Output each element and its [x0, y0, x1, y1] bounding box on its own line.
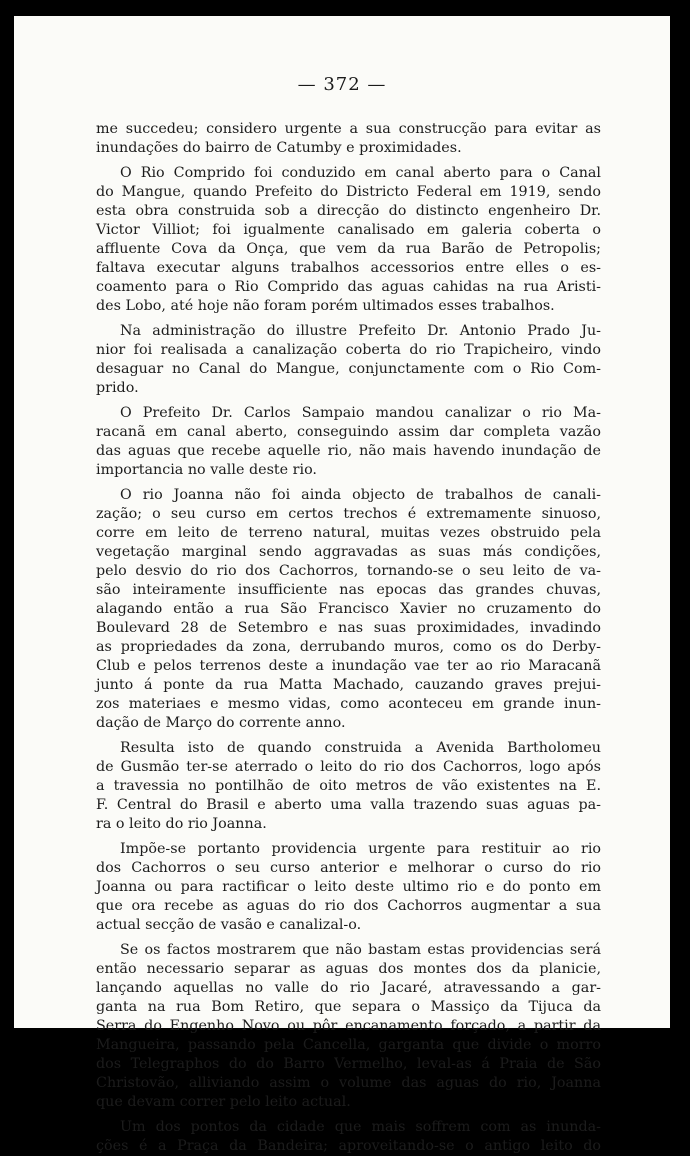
text-line: que devam correr pelo leito actual.	[96, 1094, 351, 1110]
text-line: esta obra construida sob a direcção do distincto engenheiro Dr.	[96, 203, 601, 219]
paragraph	[96, 739, 601, 834]
text-line: coamento para o Rio Comprido das aguas cahidas na rua Aristi-	[96, 279, 601, 295]
text-line: prido.	[96, 380, 139, 396]
text-line: as propriedades da zona, derrubando muros, como os do Derby-	[96, 639, 601, 655]
text-line: ganta na rua Bom Retiro, que separa o Massiço da Tijuca da	[96, 999, 601, 1015]
text-line: importancia no valle deste rio.	[96, 462, 317, 478]
text-line: são inteiramente insufficiente nas epocas das grandes chuvas,	[96, 582, 601, 598]
paragraph	[96, 164, 601, 316]
text-line: Mangueira, passando pela Cancella, garganta que divide o morro	[96, 1037, 601, 1053]
text-line: dos Cachorros o seu curso anterior e melhorar o curso do rio	[96, 860, 601, 876]
text-line: Se os factos mostrarem que não bastam estas providencias será	[120, 942, 601, 958]
text-line: Christovão, alliviando assim o volume das aguas do rio, Joanna	[96, 1075, 601, 1091]
text-line: zação; o seu curso em certos trechos é extremamente sinuoso,	[96, 506, 601, 522]
text-line: actual secção de vasão e canalizal-o.	[96, 917, 362, 933]
text-line: corre em leito de terreno natural, muitas vezes obstruido pela	[96, 525, 601, 541]
text-line: Victor Villiot; foi igualmente canalisado em galeria coberta o	[96, 222, 601, 238]
text-line: pelo desvio do rio dos Cachorros, tornando-se o seu leito de va-	[96, 563, 601, 579]
text-line: de Gusmão ter-se aterrado o leito do rio dos Cachorros, logo após	[96, 759, 601, 775]
text-line: Na administração do illustre Prefeito Dr. Antonio Prado Ju-	[120, 323, 601, 339]
text-line: zos materiaes e mesmo vidas, como aconteceu em grande inun-	[96, 696, 601, 712]
document-page	[14, 16, 670, 1154]
text-line: me succedeu; considero urgente a sua construcção para evitar as	[96, 121, 601, 137]
paragraph	[96, 322, 601, 398]
text-line: vegetação marginal sendo aggravadas as suas más condições,	[96, 544, 601, 560]
text-line: lançando aquellas no valle do rio Jacaré, atravessando a gar-	[96, 980, 601, 996]
text-line: inundações do bairro de Catumby e proximidades.	[96, 140, 462, 156]
text-line: a travessia no pontilhão de oito metros de vão existentes na E.	[96, 778, 601, 794]
paragraph	[96, 486, 601, 733]
text-line: O rio Joanna não foi ainda objecto de trabalhos de canali-	[120, 487, 601, 503]
text-line: racanã em canal aberto, conseguindo assim dar completa vazão	[96, 424, 601, 440]
text-line: affluente Cova da Onça, que vem da rua Barão de Petropolis;	[96, 241, 601, 257]
text-line: ções é a Praça da Bandeira; aproveitando-se o antigo leito do	[96, 1138, 601, 1154]
text-line: des Lobo, até hoje não foram porém ultimados esses trabalhos.	[96, 298, 555, 314]
text-line: Joanna ou para ractificar o leito deste ultimo rio e do ponto em	[96, 879, 601, 895]
text-line: O Rio Comprido foi conduzido em canal aberto para o Canal	[120, 165, 601, 181]
text-line: dação de Março do corrente anno.	[96, 715, 346, 731]
text-line: Resulta isto de quando construida a Avenida Bartholomeu	[120, 740, 601, 756]
text-line: ra o leito do rio Joanna.	[96, 816, 267, 832]
text-line: nior foi realisada a canalização coberta do rio Trapicheiro, vindo	[96, 342, 601, 358]
text-line: dos Telegraphos do do Barro Vermelho, leval-as á Praia de São	[96, 1056, 601, 1072]
text-line: Club e pelos terrenos deste a inundação vae ter ao rio Maracanã	[96, 658, 601, 674]
text-line: F. Central do Brasil e aberto uma valla trazendo suas aguas pa-	[96, 797, 601, 813]
paragraph	[96, 120, 601, 158]
paragraph	[96, 1118, 601, 1156]
paragraph	[96, 404, 601, 480]
paragraph	[96, 840, 601, 935]
text-line: Boulevard 28 de Setembro e nas suas proximidades, invadindo	[96, 620, 601, 636]
text-line: O Prefeito Dr. Carlos Sampaio mandou canalizar o rio Ma-	[120, 405, 601, 421]
text-line: Impõe-se portanto providencia urgente para restituir ao rio	[120, 841, 601, 857]
text-line: das aguas que recebe aquelle rio, não mais havendo inundação de	[96, 443, 601, 459]
text-line: faltava executar alguns trabalhos accessorios entre elles o es-	[96, 260, 601, 276]
text-line: Serra do Engenho Novo ou pôr encanamento forçado, a partir da	[96, 1018, 601, 1034]
paragraph	[96, 941, 601, 1112]
text-line: então necessario separar as aguas dos montes dos da planicie,	[96, 961, 601, 977]
page-number: — 372 —	[297, 74, 387, 95]
body-text	[96, 120, 601, 1156]
text-line: desaguar no Canal do Mangue, conjunctamente com o Rio Com-	[96, 361, 601, 377]
text-line: alagando então a rua São Francisco Xavier no cruzamento do	[96, 601, 601, 617]
text-line: que ora recebe as aguas do rio dos Cachorros augmentar a sua	[96, 898, 601, 914]
text-line: Um dos pontos da cidade que mais soffrem com as inunda-	[120, 1119, 601, 1135]
text-line: junto á ponte da rua Matta Machado, cauzando graves prejui-	[96, 677, 601, 693]
text-line: do Mangue, quando Prefeito do Districto Federal em 1919, sendo	[96, 184, 601, 200]
